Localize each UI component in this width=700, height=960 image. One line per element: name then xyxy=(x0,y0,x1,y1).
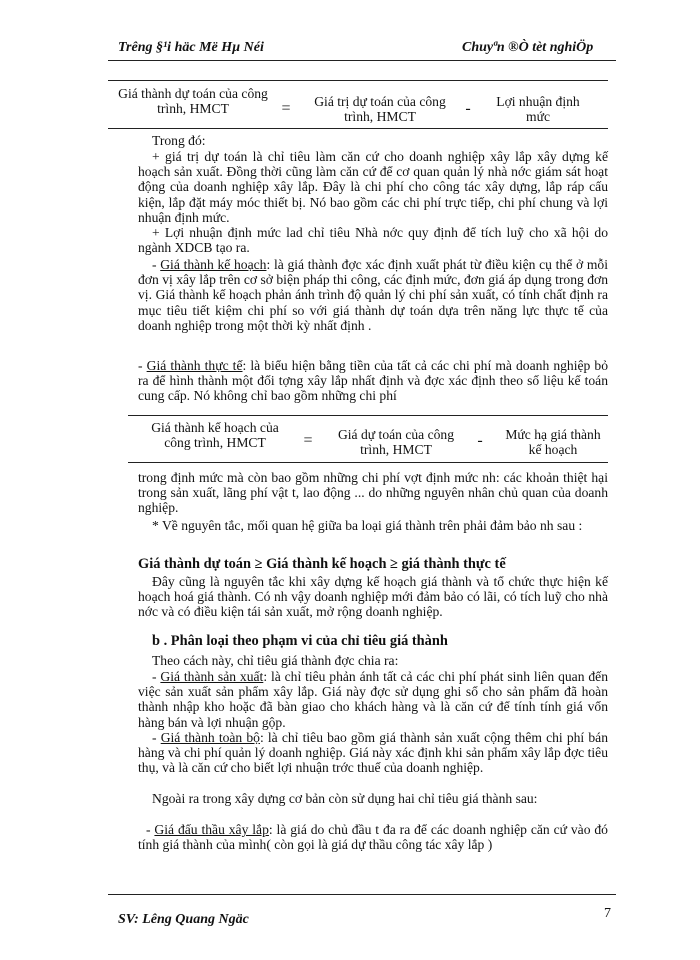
formula2-equals: = xyxy=(303,432,313,449)
paragraph-nguyen-tac: * Về nguyên tắc, mối quan hệ giữa ba loại giá thành trên phải đảm bảo nh sau : xyxy=(152,518,583,533)
term-gia-thanh-thuc-te: Giá thành thực tế xyxy=(146,358,243,373)
paragraph-nguyen-tac-ke-hoach: Đây cũng là nguyên tắc khi xây dựng kế hoạch giá thành và tổ chức thực hiện kế hoạch hoá giá thành. Có nh vậy doanh nghiệp mới đảm bảo có lãi, có tích luỹ cho nhà nớc và có điều kiện tái sản xuất, mở rộng doanh nghiệp. xyxy=(138,574,608,620)
formula1-equals: = xyxy=(281,100,291,117)
paragraph-gia-thanh-thuc-te: - Giá thành thực tế: là biểu hiện bằng tiền của tất cả các chi phí mà doanh nghiệp bỏ ra để hình thành một đối tợng xây lắp nhất định và đợc xác định theo số liệu kế toán cung cấp. Nó không chỉ bao gồm những chi phí xyxy=(138,358,608,404)
paragraph-theo-cach-nay: Theo cách này, chỉ tiêu giá thành đợc chia ra: xyxy=(152,653,399,668)
paragraph-vuot-dinh-muc: trong định mức mà còn bao gồm những chi phí vợt định mức nh: các khoản thiệt hại trong sản xuất, lãng phí vật t, lao động ... do những nguyên nhân chủ quan của doanh nghiệp. xyxy=(138,470,608,516)
formula2-minus: - xyxy=(477,432,483,449)
term-gia-thanh-san-xuat: Giá thành sản xuất xyxy=(160,669,264,684)
formula1-bottom-rule xyxy=(108,128,608,129)
paragraph-gia-thanh-san-xuat: - Giá thành sản xuất: là chỉ tiêu phản ánh tất cả các chi phí phát sinh liên quan đến việc sản xuất sản phẩm xây lắp. Giá này đợc sử dụng ghi sổ cho sản phẩm đã hoàn thành nhập kho hoặc đã bàn giao cho khách hàng và là căn cứ để tính tính giá vốn hàng bán và lợi nhuận gộp. xyxy=(138,669,608,730)
footer-author: SV: Lêng Quang Ngäc xyxy=(118,912,249,927)
paragraph-gia-thanh-toan-bo: - Giá thành toàn bộ: là chỉ tiêu bao gồm giá thành sản xuất cộng thêm chi phí bán hàng và chi phí quản lý doanh nghiệp. Giá này xác định khi sản phẩm xây lắp đợc tiêu thụ, và là căn cứ cho biết lợi nhuận trớc thuế của doanh nghiệp. xyxy=(138,730,608,776)
header-rule xyxy=(108,60,616,61)
formula2-middle: Giá dự toán của công trình, HMCT xyxy=(337,427,455,457)
section-b-heading: b . Phân loại theo phạm vi của chỉ tiêu giá thành xyxy=(152,633,448,649)
formula2-right: Mức hạ giá thành kế hoạch xyxy=(505,427,601,457)
formula2-top-rule xyxy=(128,415,608,416)
paragraph-loi-nhuan: + Lợi nhuận định mức lad chỉ tiêu Nhà nớc quy định để tích luỹ cho xã hội do ngành XDCB tạo ra. xyxy=(138,225,608,256)
page-number: 7 xyxy=(604,906,611,921)
formula1-middle: Giá trị dự toán của công trình, HMCT xyxy=(314,94,446,124)
paragraph-ngoai-ra: Ngoài ra trong xây dựng cơ bản còn sử dụng hai chỉ tiêu giá thành sau: xyxy=(152,791,538,806)
formula1-minus: - xyxy=(465,100,471,117)
formula1-left: Giá thành dự toán của công trình, HMCT xyxy=(118,86,268,116)
formula1-right: Lợi nhuận định mức xyxy=(496,94,580,124)
paragraph-gia-thanh-ke-hoach: - Giá thành kế hoạch: là giá thành đợc xác định xuất phát từ điều kiện cụ thể ở mỗi đơn vị xây lắp trên cơ sở biện pháp thi công, các định mức, đơn giá áp dụng trong đơn vị. Giá thành kế hoạch phản ánh trình độ quản lý chi phí sản xuất, có tính chất định ra mục tiêu tiết kiệm chi phí so với giá thành dự toán dựa trên năng lực thực tế của doanh nghiệp trong một thời kỳ nhất định . xyxy=(138,257,608,333)
formula2-bottom-rule xyxy=(128,462,608,463)
header-right: Chuyªn ®Ò tèt nghiÖp xyxy=(462,40,594,55)
formula1-top-rule xyxy=(108,80,608,81)
term-gia-thanh-toan-bo: Giá thành toàn bộ xyxy=(160,730,260,745)
paragraph-gia-tri-du-toan: + giá trị dự toán là chỉ tiêu làm căn cứ cho doanh nghiệp xây lắp xây dựng kế hoạch sản xuất. Đồng thời cũng làm căn cứ để cơ quan quản lý nhà nớc giám sát hoạt động của doanh nghiệp xây lắp. Đây là chi phí cho công tác xây dựng, lắp ráp cấu kiện, lắp đặt máy móc thiết bị. Nó bao gồm các chi phí trực tiếp, chi phí chung và lợi nhuận định mức. xyxy=(138,149,608,225)
term-gia-dau-thau: Giá đấu thầu xây lắp xyxy=(154,822,269,837)
header-left: Trêng §¹i häc Më Hµ Néi xyxy=(118,40,264,55)
paragraph-gia-dau-thau: - Giá đấu thầu xây lắp: là giá do chủ đầu t đa ra để các doanh nghiệp căn cứ vào đó tính giá thành của mình( còn gọi là giá dự thầu công tác xây lắp ) xyxy=(138,822,608,853)
trong-do-label: Trong đó: xyxy=(152,133,206,148)
relation-formula: Giá thành dự toán ≥ Giá thành kế hoạch ≥ giá thành thực tế xyxy=(138,556,506,572)
footer-rule xyxy=(108,894,616,895)
formula2-left: Giá thành kế hoạch của công trình, HMCT xyxy=(151,420,279,450)
term-gia-thanh-ke-hoach: Giá thành kế hoạch xyxy=(160,257,267,272)
